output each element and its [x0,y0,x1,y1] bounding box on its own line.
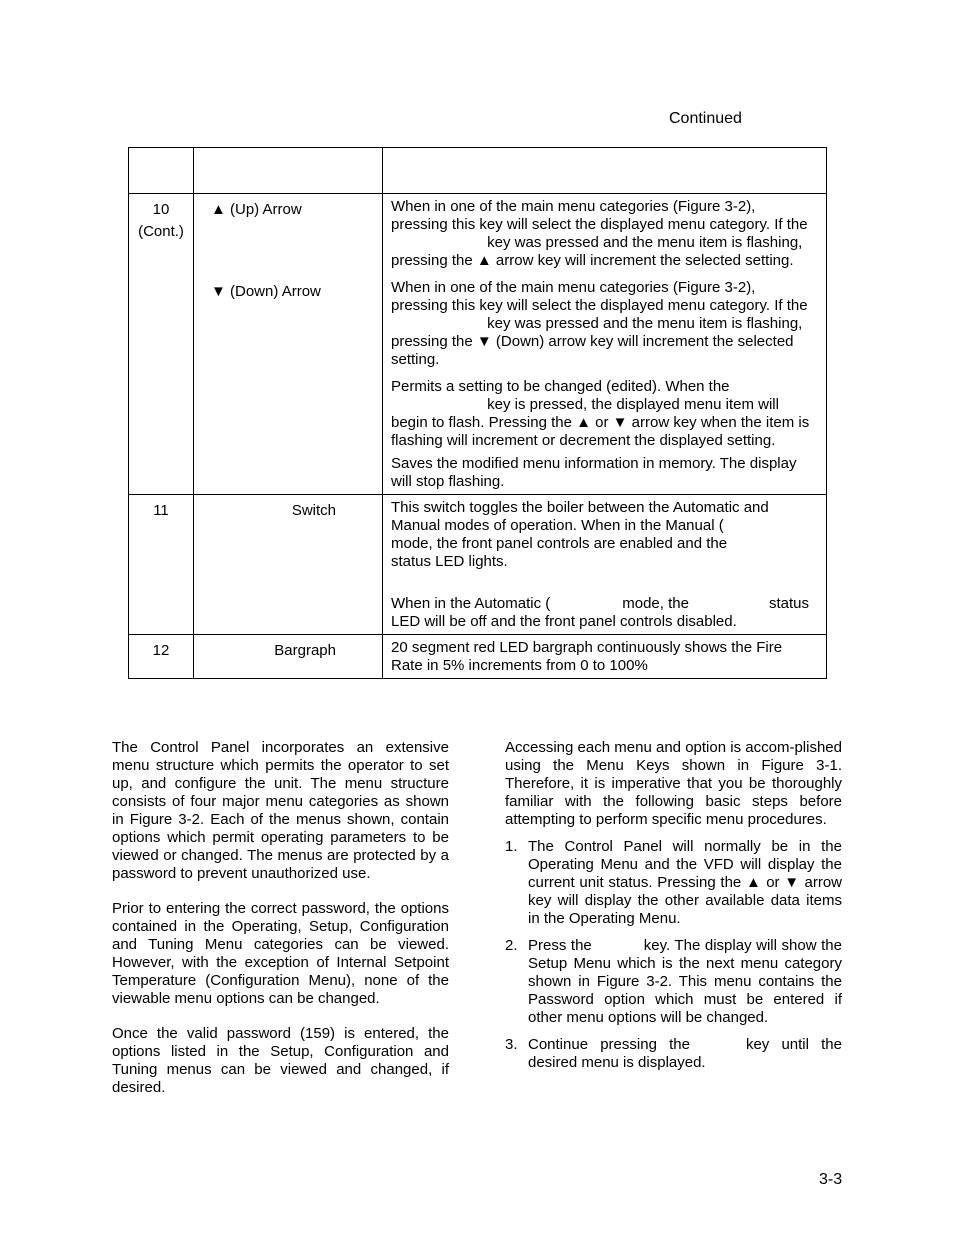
step-text: Press the key. The display will show the Setup Menu which is the next menu category shown in Figure 3-2. This menu contains the Password option which must be entered if other menu options will be changed. [528,937,842,1026]
switch-label: Switch [291,502,336,519]
row-name-cell [194,635,383,679]
paragraph: The Control Panel incorporates an extensive menu structure which permits the operator to set up, and configure the unit. The menu structure consists of four major menu categories as shown in Figure 3-2. Each of the menus shown, contain options which permit operating parameters to be viewed or changed. The menus are protected by a password to prevent unauthorized use. [112,739,449,882]
change-key-description: Permits a setting to be changed (edited). When the key is pressed, the displayed menu item will begin to flash. Pressing the ▲ or ▼ arrow key when the item is flashing will increment or decrement the displayed setting. [391,378,810,449]
row-number: 12 [152,642,170,659]
procedure-steps [505,838,842,1072]
header-cell-number [129,148,194,194]
up-arrow-description: When in one of the main menu categories (Figure 3-2), pressing this key will select the displayed menu category. If the key was pressed and the menu item is flashing, pressing the ▲ arrow key will increment the selected setting. [391,198,808,269]
header-cell-name [194,148,383,194]
bargraph-description: 20 segment red LED bargraph continuously shows the Fire Rate in 5% increments from 0 to 100% [391,639,783,674]
paragraph: Once the valid password (159) is entered, the options listed in the Setup, Configuration and Tuning menus can be viewed and changed, if desired. [112,1025,449,1096]
table-row-11 [129,495,827,635]
table-row-12 [129,635,827,679]
list-item [505,1036,842,1072]
down-arrow-description: When in one of the main menu categories (Figure 3-2), pressing this key will select the displayed menu category. If the key was pressed and the menu item is flashing, pressing the ▼ (Down) arrow key will increment the selected setting. [391,279,808,368]
row-number-cell [129,194,194,495]
row-name-cell [194,495,383,635]
list-item [505,838,842,928]
auto-mode-description: When in the Automatic ( mode, the status LED will be off and the front panel controls disabled. [391,595,809,630]
auto-man-switch-description: This switch toggles the boiler between the Automatic and Manual modes of operation. When in the Manual ( mode, the front panel controls are enabled and the status LED lights. [391,499,769,570]
bargraph-label: Bargraph [274,642,336,659]
up-arrow-label: ▲ (Up) Arrow [211,201,302,218]
row-number-cell [129,495,194,635]
continued-label: Continued [669,110,742,127]
table-header-row [129,148,827,194]
step-text: Continue pressing the key until the desired menu is displayed. [528,1036,842,1071]
row-name-cell [194,194,383,495]
row-number: 11 [153,502,169,519]
key-description-table [128,147,827,679]
table-row-10 [129,194,827,495]
step-text: The Control Panel will normally be in the Operating Menu and the VFD will display the current unit status. Pressing the ▲ or ▼ arrow key will display the other available data items in the Operating Menu. [528,838,842,927]
row-number: 10 [152,201,170,218]
paragraph: Accessing each menu and option is accom-plished using the Menu Keys shown in Figure 3-1. Therefore, it is imperative that you be thoroughly familiar with the following basic steps before attempting to perform specific menu procedures. [505,739,842,828]
step-number: 3. [505,1036,518,1053]
step-number: 1. [505,838,518,855]
list-item [505,937,842,1027]
row-number-cont: (Cont.) [138,223,184,240]
enter-key-description: Saves the modified menu information in memory. The display will stop flashing. [391,455,797,490]
step-number: 2. [505,937,518,954]
row-description-cell [383,194,827,495]
header-cell-description [383,148,827,194]
row-description-cell [383,635,827,679]
row-description-cell [383,495,827,635]
down-arrow-label: ▼ (Down) Arrow [211,283,321,300]
paragraph: Prior to entering the correct password, the options contained in the Operating, Setup, Configuration and Tuning Menu categories can be viewed. However, with the exception of Internal Setpoint Temperature (Configuration Menu), none of the viewable menu options can be changed. [112,900,449,1007]
page-number: 3-3 [819,1171,843,1188]
right-text-column [505,739,842,1081]
row-number-cell [129,635,194,679]
left-text-column [112,739,449,1097]
